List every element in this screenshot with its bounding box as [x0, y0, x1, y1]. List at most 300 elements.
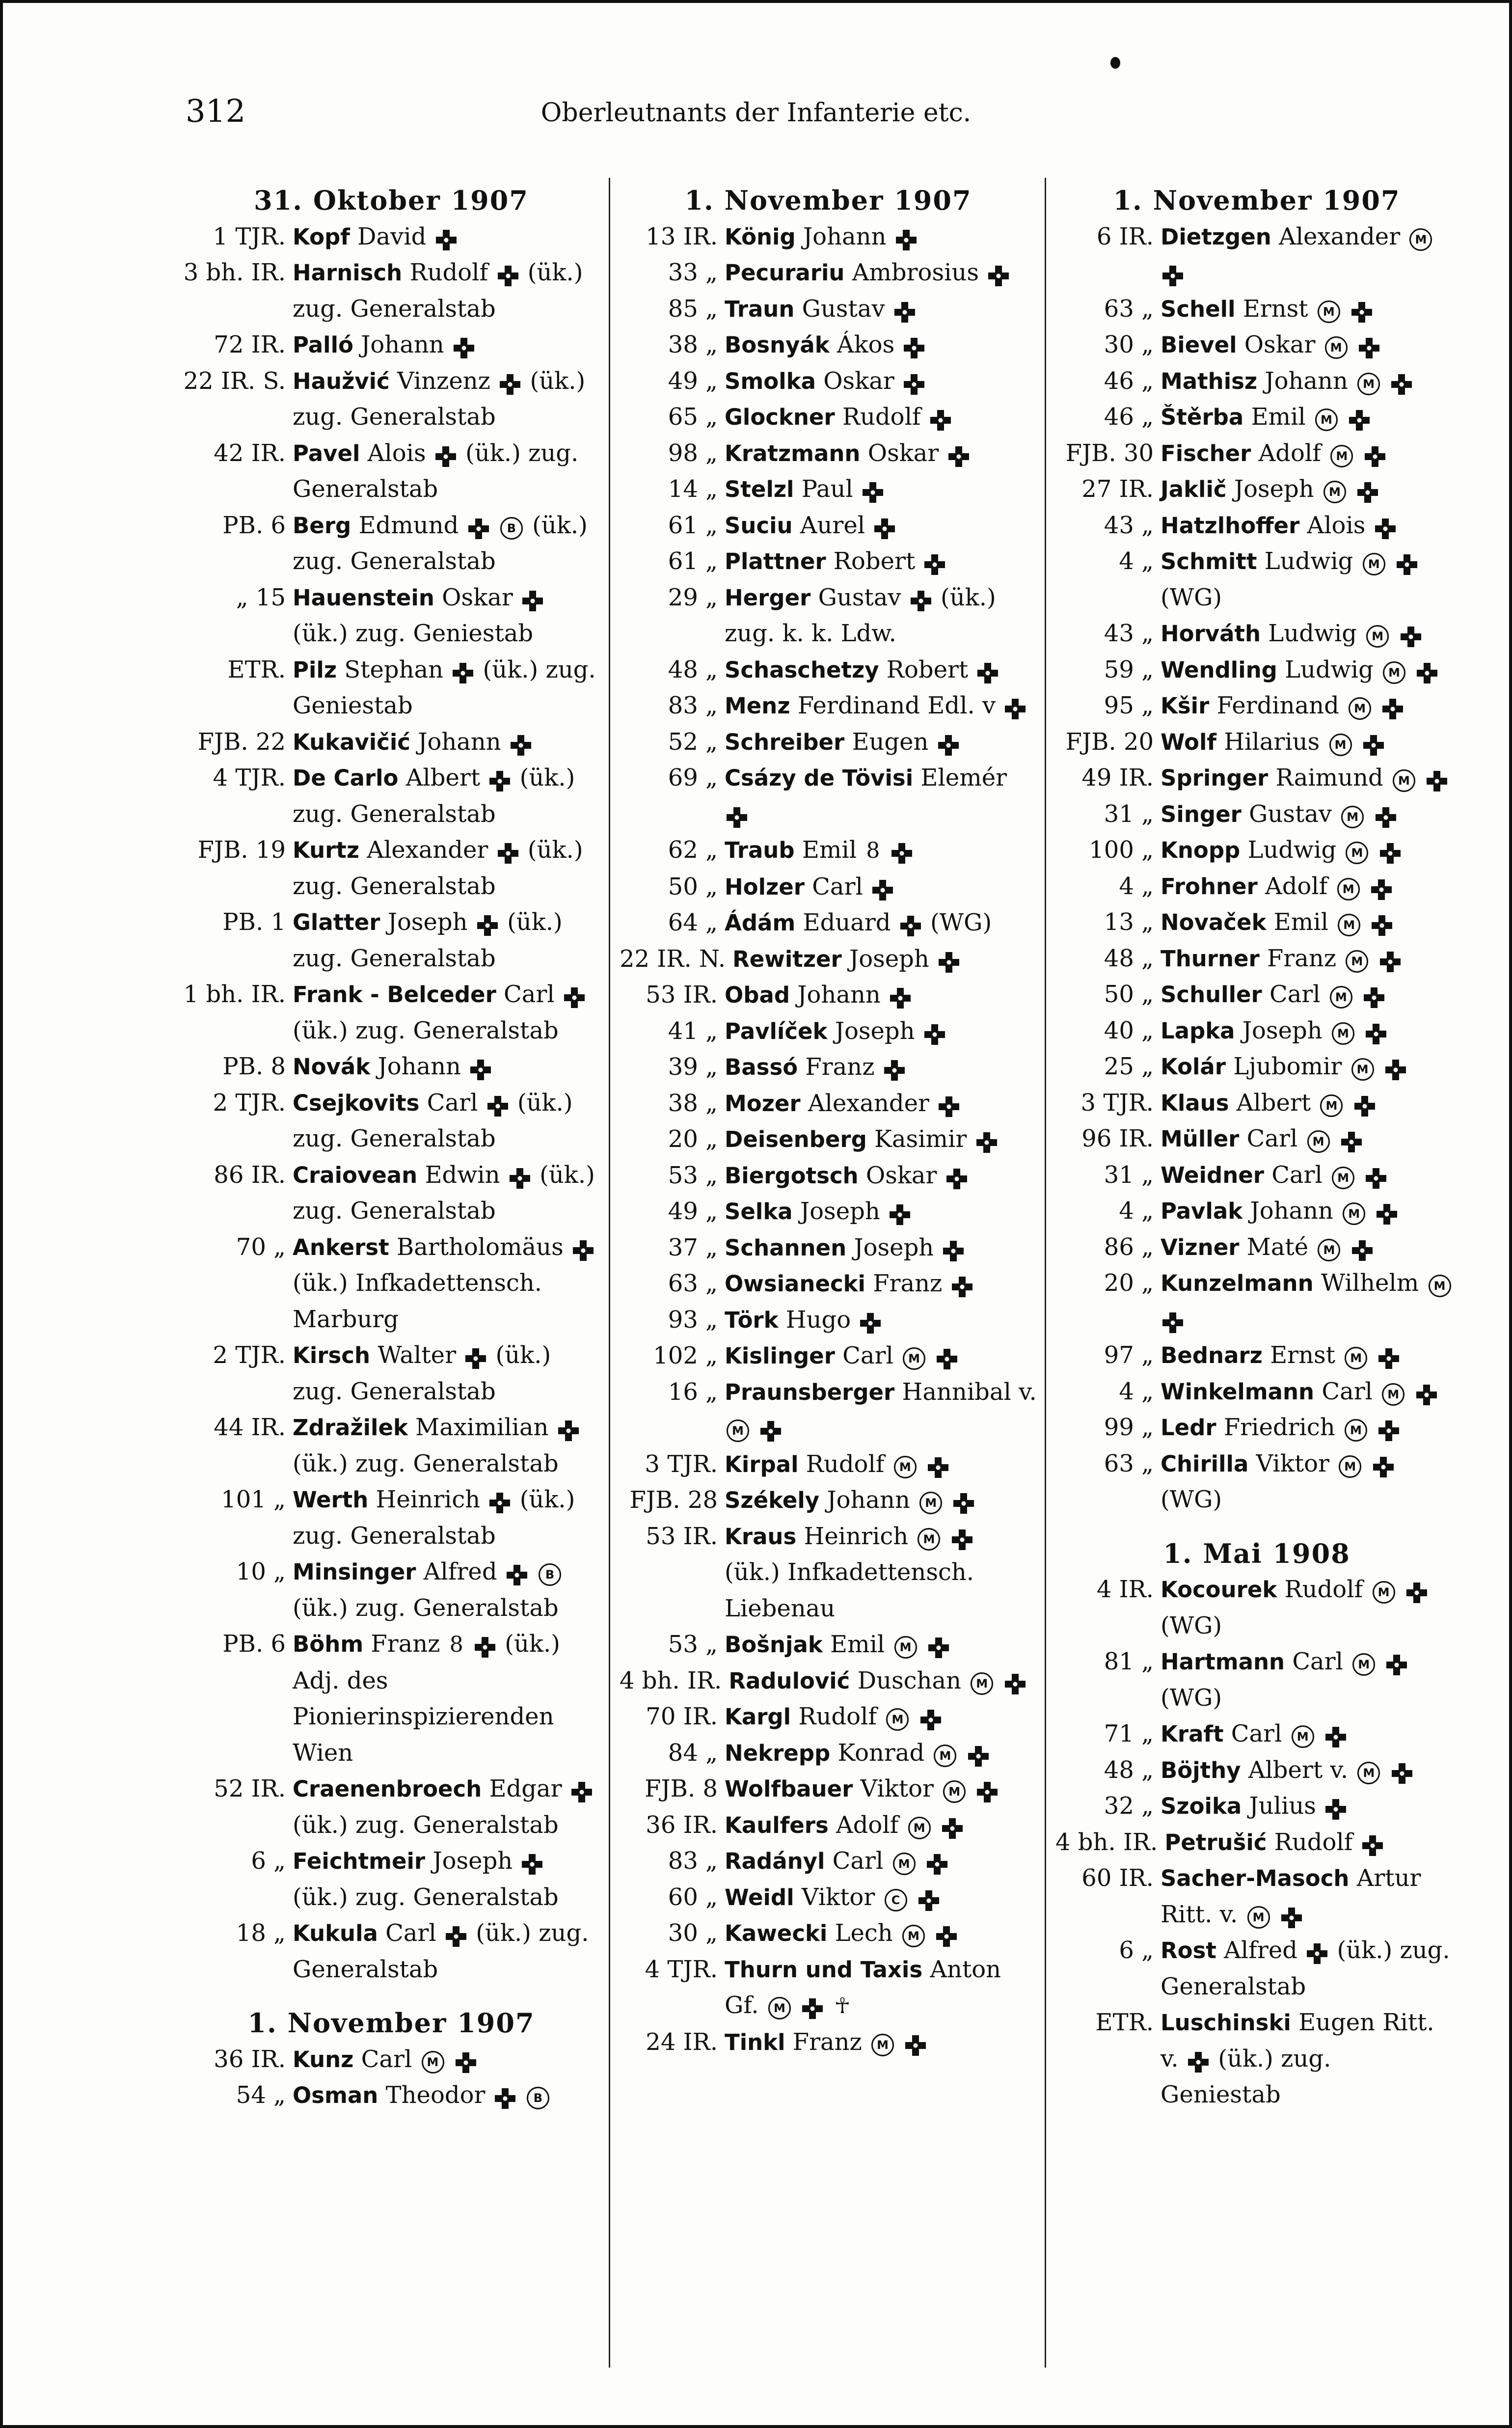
cross-icon	[1378, 1348, 1399, 1369]
surname: Schreiber	[725, 729, 845, 755]
officer-entry	[620, 436, 1037, 472]
officer-name	[725, 1230, 1037, 1266]
officer-name	[293, 2042, 600, 2078]
officer-entry	[620, 1446, 1037, 1483]
entry-text: Ljubomir	[1225, 1053, 1350, 1080]
entry-text: Heinrich	[368, 1486, 488, 1513]
entry-text: Maté	[1239, 1233, 1316, 1261]
entry-text	[968, 1775, 975, 1802]
entry-text: Emil	[1243, 403, 1313, 431]
officer-name	[293, 508, 600, 580]
cross-icon	[953, 1493, 974, 1514]
officer-name	[725, 1482, 1037, 1519]
unit-label: 1 bh. IR.	[183, 981, 286, 1008]
unit-label: 2 TJR.	[213, 1089, 286, 1117]
unit-label: 4 „	[1119, 547, 1154, 575]
surname: Feichtmeir	[293, 1848, 426, 1874]
surname: Rewitzer	[732, 946, 842, 972]
officer-entry	[183, 1626, 600, 1771]
unit-label: 53 „	[668, 1631, 718, 1658]
officer-name	[725, 1302, 1037, 1338]
surname: Štěrba	[1161, 404, 1244, 430]
unit-label: 4 „	[1119, 1197, 1154, 1225]
officer-entry	[1055, 1933, 1458, 2005]
page-number: 312	[186, 93, 246, 130]
entry-text: Franz	[363, 1630, 448, 1658]
entry-text: (ük.) zug. k. k. Ldw.	[725, 583, 996, 647]
officer-entry	[620, 291, 1037, 327]
officer-name	[725, 1086, 1037, 1122]
entry-text	[1340, 403, 1347, 431]
unit-label: 48 „	[1104, 1756, 1154, 1784]
officer-name	[293, 760, 600, 832]
unit-label: 50 „	[1104, 981, 1154, 1008]
unit-label: „ 15	[236, 583, 286, 611]
cross-icon	[1366, 1168, 1386, 1189]
military-merit-icon: M	[1382, 1383, 1404, 1406]
entry-text: Viktor	[853, 1775, 942, 1802]
unit-label: 43 „	[1104, 620, 1154, 647]
surname: Plattner	[725, 548, 826, 574]
cross-icon	[1162, 266, 1183, 286]
officer-entry	[1055, 2005, 1458, 2113]
page-title: Oberleutnants der Infanterie etc.	[540, 98, 972, 128]
officer-name	[725, 869, 1037, 905]
unit-label: 37 „	[668, 1233, 718, 1261]
officer-name	[725, 1735, 1037, 1772]
bronze-medal-icon: B	[539, 1563, 561, 1586]
officer-entry	[183, 363, 600, 436]
entry-text: Ludwig	[1261, 620, 1365, 647]
cross-icon	[571, 1782, 592, 1802]
officer-entry	[620, 363, 1037, 400]
officer-entry	[620, 1338, 1037, 1374]
unit-label: 49 „	[668, 367, 718, 395]
unit-label: 36 IR.	[646, 1811, 718, 1839]
entry-text: Raimund	[1268, 764, 1391, 791]
cross-icon	[939, 1096, 959, 1117]
surname: Traun	[725, 296, 795, 322]
officer-entry	[1055, 1572, 1458, 1644]
cross-icon	[872, 880, 893, 900]
unit-label: 18 „	[236, 1919, 286, 1947]
cross-icon	[936, 1926, 957, 1947]
cross-icon	[446, 1926, 466, 1947]
officer-name	[732, 941, 1037, 978]
military-merit-icon: M	[1330, 445, 1353, 467]
military-merit-icon: M	[1357, 1762, 1380, 1784]
officer-entry	[183, 1771, 600, 1843]
surname: Singer	[1161, 801, 1242, 827]
officer-name	[1161, 1157, 1458, 1194]
entry-text: Robert	[826, 547, 923, 575]
entry-text	[944, 1486, 951, 1514]
surname: Deisenberg	[725, 1126, 867, 1152]
surname: Kraus	[725, 1523, 797, 1550]
cross-icon	[1363, 735, 1384, 756]
officer-name	[725, 327, 1037, 363]
officer-name	[293, 1229, 600, 1338]
cross-icon	[1307, 1943, 1327, 1964]
entry-text: Carl	[1262, 981, 1328, 1008]
unit-label: 42 IR.	[214, 439, 286, 467]
entry-text: Carl	[825, 1847, 891, 1875]
officer-name	[293, 724, 600, 761]
unit-label: 84 „	[668, 1739, 718, 1767]
entry-text: Emil	[1266, 908, 1336, 936]
entry-text: Konrad	[830, 1739, 932, 1767]
unit-label: 2 TJR.	[213, 1341, 286, 1369]
entry-text: Oskar	[858, 1161, 945, 1189]
officer-entry	[620, 1266, 1037, 1302]
entry-text: Rudolf	[791, 1703, 885, 1730]
officer-name	[1161, 1337, 1458, 1374]
entry-text: Rudolf	[835, 403, 928, 431]
unit-label: 97 „	[1104, 1341, 1154, 1369]
entry-text: Julius	[1242, 1792, 1324, 1820]
officer-entry	[620, 219, 1037, 255]
entry-text: Hugo	[778, 1306, 859, 1334]
cross-icon	[1401, 627, 1421, 647]
officer-entry	[620, 941, 1037, 978]
entry-text	[1367, 1197, 1375, 1225]
officer-name	[1161, 1752, 1458, 1789]
officer-name	[1161, 1121, 1458, 1157]
surname: Glatter	[293, 909, 380, 935]
entry-text: Vinzenz	[389, 367, 498, 395]
cross-icon	[802, 1998, 823, 2019]
officer-name	[1161, 1572, 1458, 1644]
officer-name	[725, 436, 1037, 472]
surname: Kopf	[293, 223, 350, 250]
surname: Klaus	[1161, 1090, 1229, 1116]
entry-text: Bartholomäus	[389, 1233, 571, 1261]
military-merit-icon: M	[1329, 734, 1352, 756]
cross-icon	[1351, 302, 1372, 323]
surname: Chirilla	[1161, 1450, 1249, 1477]
officer-entry	[1055, 219, 1458, 291]
surname: Kolár	[1161, 1054, 1226, 1080]
cross-icon	[522, 1854, 542, 1875]
officer-entry	[1055, 508, 1458, 544]
unit-label: 62 „	[668, 836, 718, 864]
surname: Minsinger	[293, 1559, 416, 1585]
officer-name	[293, 1049, 600, 1085]
military-merit-icon: M	[908, 1817, 931, 1839]
cross-icon	[884, 1060, 905, 1081]
surname: Owsianecki	[725, 1271, 865, 1297]
entry-text: Johann	[819, 1486, 918, 1514]
unit-label: 22 IR. N.	[620, 945, 726, 973]
unit-label: 49 IR.	[1081, 764, 1154, 791]
officer-name	[1161, 1049, 1458, 1085]
bronze-medal-icon: B	[527, 2087, 549, 2109]
entry-text: Carl	[378, 1919, 444, 1947]
officer-entry	[620, 1482, 1037, 1519]
officer-entry	[620, 905, 1037, 941]
cross-icon	[874, 518, 895, 539]
entry-text	[1356, 1161, 1364, 1189]
entry-text: Johann	[795, 222, 894, 250]
entry-text: Walter	[370, 1341, 464, 1369]
military-merit-icon: M	[943, 1780, 966, 1803]
unit-label: 53 „	[668, 1161, 718, 1189]
cross-icon	[454, 338, 474, 358]
officer-entry	[1055, 1013, 1458, 1049]
cross-icon	[930, 410, 951, 431]
cross-icon	[1391, 374, 1412, 395]
military-merit-icon: M	[1352, 1653, 1375, 1676]
surname: Kurtz	[293, 837, 360, 863]
officer-name	[1161, 796, 1458, 833]
military-merit-icon: M	[727, 1419, 749, 1442]
officer-name	[725, 1266, 1037, 1302]
entry-text: Ambrosius	[844, 259, 987, 286]
entry-text: Viktor	[794, 1883, 883, 1911]
entry-text: (WG)	[1161, 583, 1222, 611]
cross-icon	[1005, 1674, 1026, 1694]
entry-text: Franz	[865, 1270, 950, 1297]
unit-label: PB. 1	[222, 908, 286, 936]
entry-text	[446, 2046, 454, 2073]
entry-text	[942, 1523, 949, 1550]
officer-name	[1164, 1825, 1458, 1861]
entry-text: Joseph	[1235, 1016, 1330, 1044]
officer-name	[1161, 508, 1458, 544]
officer-name	[725, 2024, 1037, 2061]
surname: Schell	[1161, 296, 1236, 322]
military-merit-icon: M	[1343, 1202, 1365, 1225]
entry-text: Oskar	[815, 367, 902, 395]
unit-label: 65 „	[668, 403, 718, 431]
officer-name	[725, 219, 1037, 255]
officer-name	[725, 1121, 1037, 1158]
unit-label: 49 „	[668, 1198, 718, 1225]
officer-name	[1161, 977, 1458, 1013]
cross-icon	[1359, 338, 1379, 358]
military-merit-icon: M	[893, 1853, 916, 1875]
officer-entry	[1055, 904, 1458, 941]
unit-label: 100 „	[1089, 836, 1154, 864]
military-merit-icon: M	[1247, 1906, 1270, 1929]
military-merit-icon: M	[1332, 1022, 1354, 1045]
officer-name	[725, 399, 1037, 436]
cross-icon	[510, 1168, 530, 1189]
officer-name	[1161, 832, 1458, 869]
entry-text: Ernst	[1235, 295, 1316, 323]
entry-text	[1369, 1414, 1377, 1441]
military-merit-icon: M	[934, 1745, 956, 1767]
cross-icon	[507, 1565, 527, 1585]
officer-name	[1161, 1716, 1458, 1752]
officer-entry	[620, 399, 1037, 436]
officer-name	[1161, 219, 1458, 291]
cross-icon	[1372, 915, 1392, 936]
cross-icon	[511, 735, 531, 756]
entry-text: Heinrich	[796, 1522, 916, 1550]
surname: Kawecki	[725, 1920, 828, 1946]
surname: Selka	[725, 1199, 793, 1225]
entry-text: Joseph	[827, 1017, 922, 1045]
surname: Csázy de Tövisi	[725, 765, 914, 791]
entry-text: Carl	[353, 2045, 420, 2073]
surname: Hartmann	[1161, 1649, 1285, 1675]
unit-label: 4 bh. IR.	[620, 1666, 722, 1694]
orden-icon: 8	[866, 838, 880, 863]
entry-text: (ük.) zug. Generalstab	[293, 1089, 573, 1152]
entry-text	[909, 1883, 917, 1911]
unit-label: 36 IR.	[214, 2045, 286, 2073]
surname: Craiovean	[293, 1162, 418, 1188]
entry-text	[1362, 873, 1369, 900]
military-merit-icon: M	[1341, 806, 1364, 828]
entry-text	[911, 1703, 918, 1730]
cross-icon	[1406, 1582, 1427, 1603]
entry-text: (WG)	[1161, 1684, 1222, 1712]
officer-entry	[620, 1627, 1037, 1663]
officer-name	[1161, 688, 1458, 724]
unit-label: 31 „	[1104, 800, 1154, 828]
unit-label: 63 „	[1104, 1449, 1154, 1477]
officer-name	[725, 363, 1037, 400]
entry-text: Alfred	[1216, 1937, 1305, 1964]
surname: Bosnyák	[725, 332, 830, 358]
officer-name	[725, 832, 1037, 869]
cross-icon	[1377, 1204, 1397, 1225]
entry-text: (ük.) zug. Generalstab	[293, 1016, 559, 1044]
cross-icon	[924, 1024, 945, 1045]
entry-text: Theodor	[378, 2081, 493, 2109]
unit-label: 22 IR. S.	[183, 367, 286, 395]
cross-icon	[943, 1241, 964, 1261]
entry-text: Edwin	[417, 1161, 508, 1189]
officer-entry	[620, 1699, 1037, 1735]
military-merit-icon: M	[1349, 697, 1371, 720]
officer-entry	[183, 2042, 600, 2078]
unit-label: 69 „	[668, 764, 718, 791]
cross-icon	[727, 807, 747, 828]
entry-text: Kasimir	[866, 1125, 974, 1153]
officer-entry	[183, 760, 600, 832]
surname: Székely	[725, 1487, 820, 1513]
surname: König	[725, 223, 796, 250]
officer-entry	[183, 832, 600, 904]
unit-label: 46 „	[1104, 367, 1154, 395]
unit-label: 60 „	[668, 1883, 718, 1911]
officer-name	[725, 1013, 1037, 1050]
officer-entry	[183, 904, 600, 977]
entry-text: Alexander	[359, 836, 496, 864]
cross-icon	[1397, 554, 1417, 575]
officer-entry	[1055, 399, 1458, 436]
cross-icon	[1325, 1799, 1346, 1820]
surname: Winkelmann	[1161, 1378, 1315, 1405]
surname: Frohner	[1161, 873, 1258, 900]
unit-label: 41 „	[668, 1017, 718, 1045]
officer-entry	[1055, 1374, 1458, 1410]
entry-text: Viktor	[1248, 1449, 1337, 1477]
cross-icon	[937, 1349, 957, 1369]
officer-name	[1161, 869, 1458, 905]
cross-icon	[760, 1421, 781, 1442]
unit-label: 46 „	[1104, 403, 1154, 431]
officer-name	[725, 255, 1037, 291]
entry-text: Carl	[835, 1342, 901, 1369]
officer-name	[725, 1158, 1037, 1194]
officer-name	[725, 1374, 1037, 1446]
military-merit-icon: M	[886, 1708, 909, 1731]
officer-name	[725, 1699, 1037, 1735]
officer-name	[293, 255, 600, 327]
surname: Mozer	[725, 1090, 801, 1117]
military-merit-icon: M	[919, 1492, 942, 1514]
officer-entry	[620, 652, 1037, 688]
officer-name	[293, 1410, 600, 1482]
cross-icon	[489, 771, 510, 791]
officer-name	[725, 508, 1037, 544]
officer-entry	[620, 1519, 1037, 1627]
cross-icon	[489, 1493, 510, 1513]
cross-icon	[487, 1096, 508, 1117]
cross-icon	[500, 374, 520, 395]
entry-text: (ük.) zug. Generalstab	[293, 367, 586, 431]
surname: Bassó	[725, 1054, 798, 1080]
entry-text: Alexander	[800, 1089, 937, 1117]
officer-entry	[1055, 1049, 1458, 1085]
cross-icon	[435, 446, 456, 467]
entry-text: Elemér	[913, 764, 1007, 791]
cross-icon	[890, 988, 911, 1009]
cross-icon	[904, 374, 924, 395]
entry-text: Ákos	[829, 331, 902, 358]
entry-text: Edgar	[482, 1775, 569, 1802]
officer-entry	[620, 1735, 1037, 1772]
entry-text	[1376, 1053, 1383, 1080]
entry-text: Johann	[370, 1053, 469, 1080]
entry-text: Friedrich	[1216, 1414, 1343, 1441]
cross-icon	[468, 518, 489, 539]
officer-name	[1161, 1229, 1458, 1266]
officer-name	[293, 219, 600, 255]
officer-name	[725, 471, 1037, 508]
officer-entry	[183, 2077, 600, 2114]
entry-text: Johann	[410, 728, 509, 756]
entry-text: Ernst	[1262, 1341, 1343, 1369]
entry-text: Albert	[398, 764, 488, 791]
cross-icon	[522, 591, 543, 611]
section-heading: 31. Oktober 1907	[254, 185, 529, 216]
entry-text: Johann	[1242, 1197, 1341, 1225]
officer-name	[293, 832, 600, 904]
officer-name	[725, 652, 1037, 688]
officer-entry	[183, 1410, 600, 1482]
officer-entry	[620, 327, 1037, 363]
military-merit-icon: M	[1292, 1725, 1314, 1748]
officer-entry	[620, 1086, 1037, 1122]
entry-text: (ük.) zug. Generalstab	[293, 1161, 595, 1225]
surname: Wendling	[1161, 656, 1277, 683]
cross-icon	[1378, 1420, 1399, 1441]
military-merit-icon: M	[1320, 1094, 1343, 1117]
unit-label: 43 „	[1104, 511, 1154, 539]
surname: Kukula	[293, 1920, 378, 1946]
military-merit-icon: M	[1307, 1130, 1330, 1153]
section-heading: 1. Mai 1908	[1163, 1537, 1350, 1569]
unit-label: 99 „	[1104, 1414, 1154, 1441]
surname: Pecurariu	[725, 260, 845, 286]
unit-label: ETR.	[1095, 2009, 1154, 2036]
officer-entry	[1055, 1825, 1458, 1861]
